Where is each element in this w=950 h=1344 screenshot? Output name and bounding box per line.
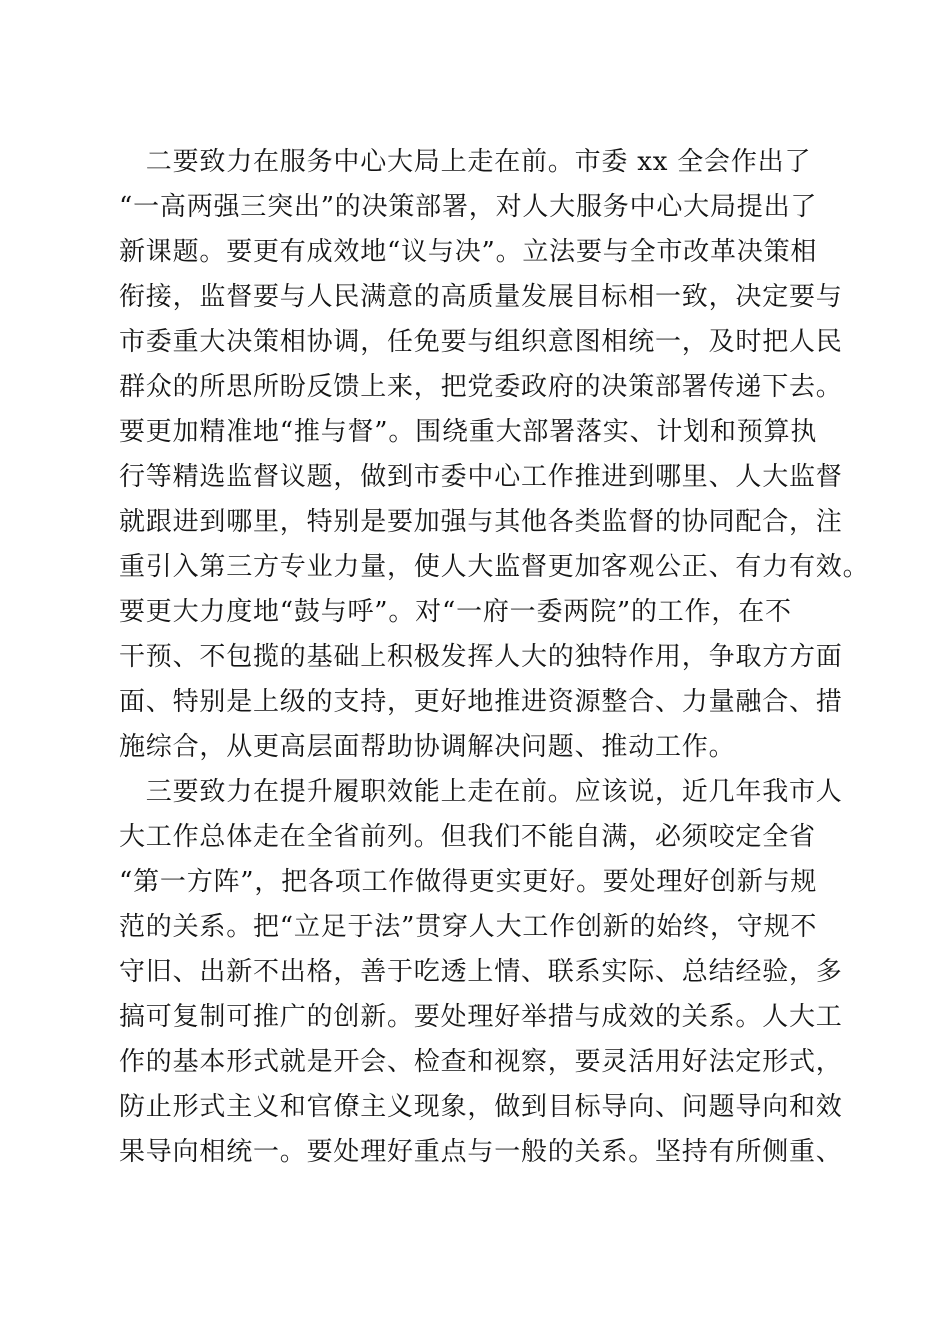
- p2-line-3: “第一方阵”，把各项工作做得更实更好。要处理好创新与规: [119, 867, 818, 897]
- p1-line-11: 要更大力度地“鼓与呼”。对“一府一委两院”的工作，在不: [119, 597, 792, 627]
- p1-line-10: 重引入第三方专业力量，使人大监督更加客观公正、有力有效。: [119, 552, 870, 582]
- p1-line-13: 面、特别是上级的支持，更好地推进资源整合、力量融合、措: [119, 687, 843, 717]
- p1-line-7: 要更加精准地“推与督”。围绕重大部署落实、计划和预算执: [119, 417, 818, 447]
- p2-line-2: 大工作总体走在全省前列。但我们不能自满，必须咬定全省: [119, 822, 816, 852]
- p2-line-8: 防止形式主义和官僚主义现象，做到目标导向、问题导向和效: [119, 1092, 843, 1122]
- p2-line-5: 守旧、出新不出格，善于吃透上情、联系实际、总结经验，多: [119, 957, 843, 987]
- p1-line-9: 就跟进到哪里，特别是要加强与其他各类监督的协同配合，注: [119, 507, 843, 537]
- p1-line-5: 市委重大决策相协调，任免要与组织意图相统一，及时把人民: [119, 327, 843, 357]
- p1-line-6: 群众的所思所盼反馈上来，把党委政府的决策部署传递下去。: [119, 372, 843, 402]
- p1-line-8: 行等精选监督议题，做到市委中心工作推进到哪里、人大监督: [119, 462, 843, 492]
- p1-line-2: “一高两强三突出”的决策部署，对人大服务中心大局提出了: [119, 192, 818, 222]
- p2-line-1: 三要致力在提升履职效能上走在前。应该说，近几年我市人: [119, 777, 843, 807]
- p2-line-9: 果导向相统一。要处理好重点与一般的关系。坚持有所侧重、: [119, 1137, 843, 1167]
- p1-line-1: 二要致力在服务中心大局上走在前。市委 xx 全会作出了: [119, 147, 812, 177]
- p1-line-12: 干预、不包揽的基础上积极发挥人大的独特作用，争取方方面: [119, 642, 843, 672]
- p2-line-7: 作的基本形式就是开会、检查和视察，要灵活用好法定形式，: [119, 1047, 843, 1077]
- p1-line-4: 衔接，监督要与人民满意的高质量发展目标相一致，决定要与: [119, 282, 843, 312]
- p2-line-4: 范的关系。把“立足于法”贯穿人大工作创新的始终，守规不: [119, 912, 818, 942]
- p1-line-3: 新课题。要更有成效地“议与决”。立法要与全市改革决策相: [119, 237, 818, 267]
- p2-line-6: 搞可复制可推广的创新。要处理好举措与成效的关系。人大工: [119, 1002, 843, 1032]
- p1-line-14: 施综合，从更高层面帮助协调解决问题、推动工作。: [119, 732, 736, 762]
